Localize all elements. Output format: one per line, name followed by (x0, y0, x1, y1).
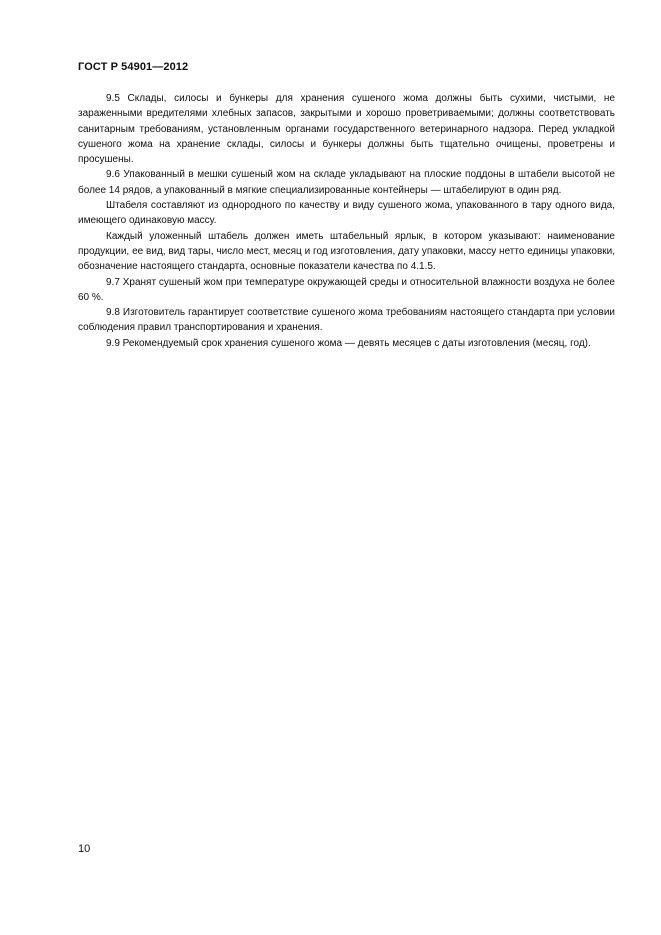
paragraph-9-6: 9.6 Упакованный в мешки сушеный жом на складе укладывают на плоские поддоны в штабели высотой не более 14 рядов, а упакованный в мягкие специализированные контейнеры — штабелируют в один ряд. (78, 169, 615, 196)
paragraph-stacks: Штабеля составляют из однородного по качеству и виду сушеного жома, упакованного в тару одного вида, имеющего одинаковую массу. (78, 200, 615, 227)
paragraph-9-9: 9.9 Рекомендуемый срок хранения сушеного жома — девять месяцев с даты изготовления (месяц, год). (106, 337, 591, 349)
paragraph-9-8: 9.8 Изготовитель гарантирует соответствие сушеного жома требованиям настоящего стандарта при условии соблюдения правил транспортирования и хранения. (78, 307, 615, 334)
paragraph-9-7: 9.7 Хранят сушеный жом при температуре окружающей среды и относительной влажности воздуха не более 60 %. (78, 276, 615, 303)
document-header: ГОСТ Р 54901—2012 (78, 61, 189, 73)
paragraph-stack-label: Каждый уложенный штабель должен иметь штабельный ярлык, в котором указывают: наименование продукции, ее вид, вид тары, число мест, месяц и год изготовления, дату упаковки, массу нетто единицы упаковки, обозначение настоящего стандарта, основные показатели качества по 4.1.5. (78, 230, 615, 273)
paragraph-9-5: 9.5 Склады, силосы и бункеры для хранения сушеного жома должны быть сухими, чистыми, не зараженными вредителями хлебных запасов, закрытыми и хорошо проветриваемыми; должны соответствовать санитарным требованиям, установленным органами государственного ветеринарного надзора. Перед укладкой сушеного жома на хранение склады, силосы и бункеры должны быть тщательно очищены, проветрены и просушены. (78, 93, 615, 166)
document-body (78, 91, 615, 351)
page-number: 10 (78, 843, 91, 855)
